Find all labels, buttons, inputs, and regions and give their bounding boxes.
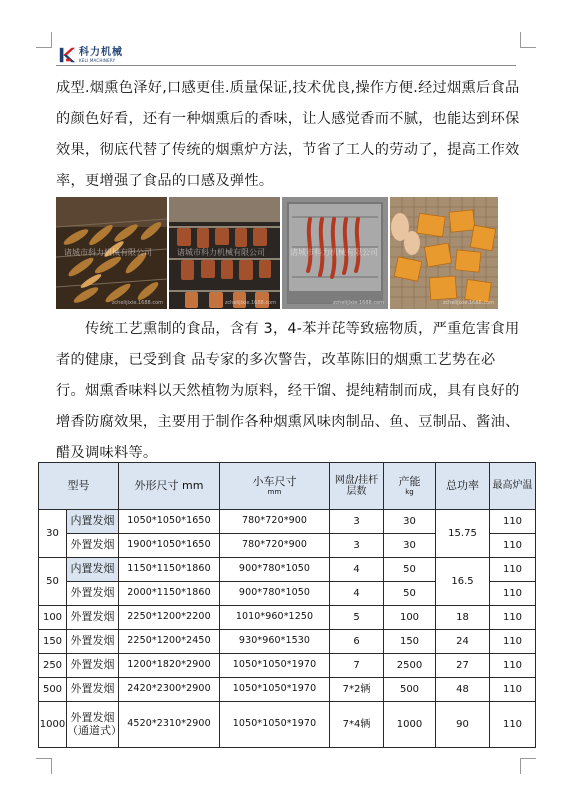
product-photo-strip bbox=[56, 197, 498, 309]
cell-layers: 3 bbox=[330, 534, 384, 558]
cell-power: 48 bbox=[436, 678, 490, 702]
table-row bbox=[39, 630, 536, 654]
cell-layers: 6 bbox=[330, 630, 384, 654]
cell-size: 1900*1050*1650 bbox=[119, 534, 220, 558]
header-cart-size bbox=[220, 463, 330, 510]
cell-model: 50 bbox=[39, 558, 67, 606]
cell-layers: 4 bbox=[330, 582, 384, 606]
table-row bbox=[39, 654, 536, 678]
cell-size: 1050*1050*1650 bbox=[119, 510, 220, 534]
header-trays: 网盘/挂杆层数 bbox=[330, 463, 384, 510]
cell-capacity: 50 bbox=[384, 582, 436, 606]
table-row bbox=[39, 678, 536, 702]
photo-watermark: 诸城市科力机械有限公司 bbox=[177, 248, 265, 257]
header-model: 型号 bbox=[39, 463, 119, 510]
cell-power: 24 bbox=[436, 630, 490, 654]
cell-model: 30 bbox=[39, 510, 67, 558]
cell-cart: 930*960*1530 bbox=[220, 630, 330, 654]
cell-capacity: 1000 bbox=[384, 702, 436, 748]
table-row bbox=[39, 510, 536, 534]
photo-smoked-meat bbox=[169, 197, 280, 309]
header-temp: 最高炉温 bbox=[490, 463, 536, 510]
cell-temp: 110 bbox=[490, 534, 536, 558]
cell-capacity: 50 bbox=[384, 558, 436, 582]
body-paragraph: 传统工艺熏制的食品，含有 3，4-苯并芘等致癌物质，严重危害食用者的健康，已受到食 品专家的多次警告，改革陈旧的烟熏工艺势在必行。烟熏香味料以天然植物为原料，经干馏、提纯精制而成，具有良好的增香防腐效果，主要用于制作各种烟熏风味肉制品、鱼、豆制品、酱油、醋及调味料等。 bbox=[56, 321, 520, 461]
crop-mark-bottom-left bbox=[36, 758, 52, 774]
cell-model: 150 bbox=[39, 630, 67, 654]
cell-type: 外置发烟 bbox=[67, 582, 119, 606]
table-row bbox=[39, 606, 536, 630]
intro-paragraph: 成型.烟熏色泽好,口感更佳.质量保证,技术优良,操作方便.经过烟熏后食品的颜色好看，还有一种烟熏后的香味，让人感觉香而不腻，也能达到环保效果，彻底代替了传统的烟熏炉方法，节省了工人的劳动了，提高工作效率，更增强了食品的口感及弹性。 bbox=[56, 80, 520, 189]
cell-type: 外置发烟 bbox=[67, 678, 119, 702]
cell-size: 2000*1150*1860 bbox=[119, 582, 220, 606]
cell-temp: 110 bbox=[490, 582, 536, 606]
header-cart-size-unit: mm bbox=[267, 488, 282, 497]
cell-capacity: 30 bbox=[384, 534, 436, 558]
cell-model: 250 bbox=[39, 654, 67, 678]
cell-temp: 110 bbox=[490, 606, 536, 630]
cell-layers: 7 bbox=[330, 654, 384, 678]
cell-size: 1150*1150*1860 bbox=[119, 558, 220, 582]
header-size: 外形尺寸 mm bbox=[119, 463, 220, 510]
cell-capacity: 2500 bbox=[384, 654, 436, 678]
cell-layers: 4 bbox=[330, 558, 384, 582]
company-logo bbox=[58, 46, 123, 64]
crop-mark-top-left bbox=[36, 32, 52, 48]
cell-model: 1000 bbox=[39, 702, 67, 748]
cell-power: 90 bbox=[436, 702, 490, 748]
cell-type: 内置发烟 bbox=[67, 510, 119, 534]
logo-name-en: KELI MACHINERY bbox=[79, 57, 116, 63]
cell-layers: 7*4辆 bbox=[330, 702, 384, 748]
header-capacity-label: 产能 bbox=[398, 474, 421, 488]
cell-power: 18 bbox=[436, 606, 490, 630]
header-capacity bbox=[384, 463, 436, 510]
cell-cart: 1050*1050*1970 bbox=[220, 654, 330, 678]
cell-temp: 110 bbox=[490, 678, 536, 702]
photo-site-watermark: zchelijixie.1688.com bbox=[332, 300, 384, 306]
cell-cart: 1010*960*1250 bbox=[220, 606, 330, 630]
cell-temp: 110 bbox=[490, 702, 536, 748]
header-capacity-unit: kg bbox=[405, 488, 414, 497]
cell-size: 2250*1200*2200 bbox=[119, 606, 220, 630]
cell-temp: 110 bbox=[490, 630, 536, 654]
cell-cart: 780*720*900 bbox=[220, 534, 330, 558]
cell-power: 16.5 bbox=[436, 558, 490, 606]
cell-type: 外置发烟（通道式） bbox=[67, 702, 119, 748]
header-power: 总功率 bbox=[436, 463, 490, 510]
cell-power: 27 bbox=[436, 654, 490, 678]
cell-model: 500 bbox=[39, 678, 67, 702]
cell-temp: 110 bbox=[490, 654, 536, 678]
cell-layers: 5 bbox=[330, 606, 384, 630]
header-cart-size-label: 小车尺寸 bbox=[252, 474, 297, 488]
photo-site-watermark: zchelijixie.1688.com bbox=[442, 300, 494, 306]
cell-model: 100 bbox=[39, 606, 67, 630]
cell-capacity: 500 bbox=[384, 678, 436, 702]
cell-capacity: 30 bbox=[384, 510, 436, 534]
cell-type: 内置发烟 bbox=[67, 558, 119, 582]
photo-smoking-sausage bbox=[282, 197, 388, 309]
cell-layers: 3 bbox=[330, 510, 384, 534]
cell-size: 2420*2300*2900 bbox=[119, 678, 220, 702]
cell-size: 2250*1200*2450 bbox=[119, 630, 220, 654]
crop-mark-bottom-right bbox=[520, 758, 536, 774]
photo-smoked-fish bbox=[56, 197, 167, 309]
cell-cart: 900*780*1050 bbox=[220, 558, 330, 582]
header-rule bbox=[56, 65, 516, 66]
cell-size: 1200*1820*2900 bbox=[119, 654, 220, 678]
cell-capacity: 100 bbox=[384, 606, 436, 630]
cell-cart: 780*720*900 bbox=[220, 510, 330, 534]
cell-temp: 110 bbox=[490, 558, 536, 582]
cell-size: 4520*2310*2900 bbox=[119, 702, 220, 748]
photo-watermark: 诸城市科力机械有限公司 bbox=[290, 248, 378, 257]
cell-type: 外置发烟 bbox=[67, 606, 119, 630]
cell-type: 外置发烟 bbox=[67, 654, 119, 678]
cell-cart: 900*780*1050 bbox=[220, 582, 330, 606]
cell-type: 外置发烟 bbox=[67, 630, 119, 654]
cell-capacity: 150 bbox=[384, 630, 436, 654]
table-row bbox=[39, 558, 536, 582]
cell-layers: 7*2辆 bbox=[330, 678, 384, 702]
photo-smoked-tofu bbox=[390, 197, 498, 309]
photo-site-watermark: zchelijixie.1688.com bbox=[111, 300, 163, 306]
spec-table bbox=[38, 462, 536, 748]
spec-table-header bbox=[39, 463, 536, 510]
crop-mark-top-right bbox=[520, 32, 536, 48]
photo-site-watermark: zchelijixie.1688.com bbox=[224, 300, 276, 306]
logo-name-cn: 科力机械 bbox=[79, 46, 123, 58]
cell-cart: 1050*1050*1970 bbox=[220, 678, 330, 702]
photo-watermark: 诸城市科力机械有限公司 bbox=[64, 248, 152, 257]
cell-temp: 110 bbox=[490, 510, 536, 534]
cell-type: 外置发烟 bbox=[67, 534, 119, 558]
cell-power: 15.75 bbox=[436, 510, 490, 558]
cell-cart: 1050*1050*1970 bbox=[220, 702, 330, 748]
table-row bbox=[39, 702, 536, 748]
logo-k-icon bbox=[58, 46, 76, 64]
